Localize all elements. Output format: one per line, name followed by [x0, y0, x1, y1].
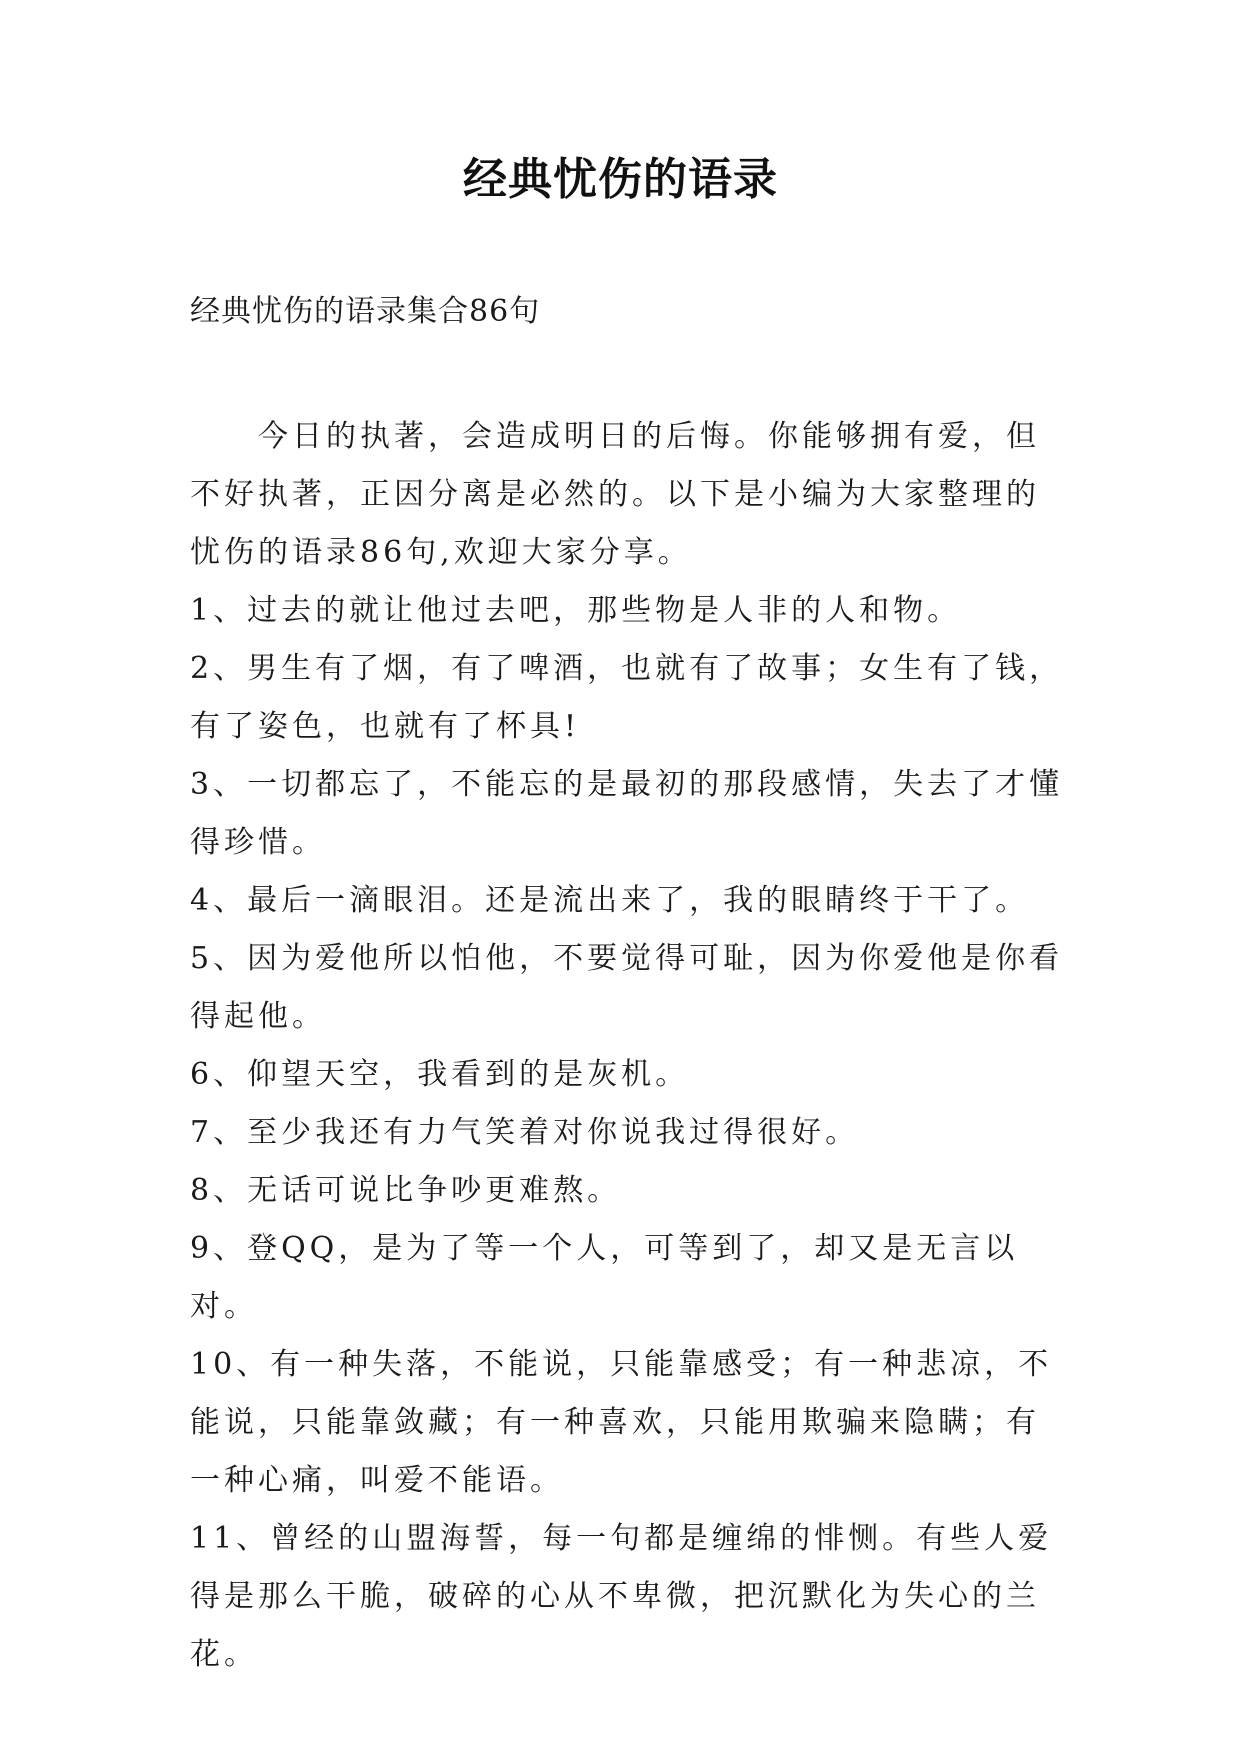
quote-item-8: 8、无话可说比争吵更难熬。: [190, 1173, 622, 1208]
quote-item-7: 7、至少我还有力气笑着对你说我过得很好。: [190, 1115, 860, 1150]
document-title: 经典忧伤的语录: [463, 154, 778, 205]
quote-item-6: 6、仰望天空，我看到的是灰机。: [190, 1057, 690, 1092]
document-body: [190, 408, 1070, 1684]
quote-item-10: 10、有一种失落，不能说，只能靠感受；有一种悲凉，不能说，只能靠敛藏；有一种喜欢，只能用欺骗来隐瞒；有一种心痛，叫爱不能语。: [190, 1347, 1053, 1498]
quote-item-11: 11、曾经的山盟海誓，每一句都是缠绵的悱恻。有些人爱得是那么干脆，破碎的心从不卑微，把沉默化为失心的兰花。: [190, 1521, 1053, 1672]
document-subtitle: 经典忧伤的语录集合86句: [190, 294, 541, 329]
quote-item-3: 3、一切都忘了，不能忘的是最初的那段感情，失去了才懂得珍惜。: [190, 767, 1064, 860]
quote-item-2: 2、男生有了烟，有了啤酒，也就有了故事；女生有了钱，有了姿色，也就有了杯具!: [190, 651, 1064, 744]
quote-item-9: 9、登QQ，是为了等一个人，可等到了，却又是无言以对。: [190, 1231, 1019, 1324]
quote-item-1: 1、过去的就让他过去吧，那些物是人非的人和物。: [190, 593, 962, 628]
intro-paragraph: 今日的执著，会造成明日的后悔。你能够拥有爱，但不好执著，正因分离是必然的。以下是小编为大家整理的忧伤的语录86句,欢迎大家分享。: [190, 419, 1040, 570]
quote-item-4: 4、最后一滴眼泪。还是流出来了，我的眼睛终于干了。: [190, 883, 1030, 918]
quote-item-5: 5、因为爱他所以怕他，不要觉得可耻，因为你爱他是你看得起他。: [190, 941, 1064, 1034]
